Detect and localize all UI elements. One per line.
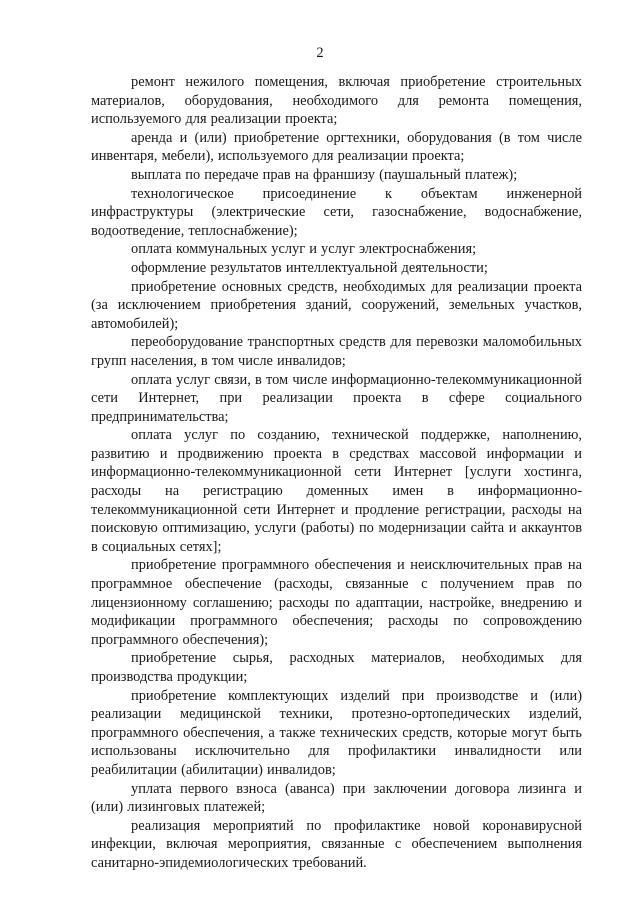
list-item-leasing: уплата первого взноса (аванса) при заключении договора лизинга и (или) лизинговых платежей; [91, 780, 582, 816]
page-number: 2 [316, 45, 324, 61]
list-item-software: приобретение программного обеспечения и неисключительных прав на программное обеспечение (расходы, связанные с получением прав по лицензионному соглашению; расходы по адаптации, настройке, внедрению и модификации программного обеспечения; расходы по сопровождению программного обеспечения); [91, 557, 582, 648]
list-item-media-promotion: оплата услуг по созданию, технической поддержке, наполнению, развитию и продвижению проекта в средствах массовой информации и информационно-телекоммуникационной сети Интернет [услуги хостинга, расходы на регистрацию доменных имен в информационно-телекоммуникационной сети Интернет и продление регистрации, расходы на поисковую оптимизацию, услуги (работы) по модернизации сайта и аккаунтов в социальных сетях]; [91, 427, 582, 555]
list-item-covid-prevention: реализация мероприятий по профилактике новой коронавирусной инфекции, включая мероприятия, связанные с обеспечением выполнения санитарно-эпидемиологических требований. [91, 817, 582, 871]
list-item-franchise: выплата по передаче прав на франшизу (паушальный платеж); [131, 166, 518, 183]
list-item-repair: ремонт нежилого помещения, включая приобретение строительных материалов, оборудования, необходимого для ремонта помещения, используемого для реализации проекта; [91, 74, 582, 128]
list-item-components: приобретение комплектующих изделий при производстве и (или) реализации медицинской техники, протезно-ортопедических изделий, программного обеспечения, а также технических средств, которые могут быть использованы исключительно для профилактики инвалидности или реабилитации (абилитации) инвалидов; [91, 687, 582, 778]
list-item-infrastructure-connection: технологическое присоединение к объектам инженерной инфраструктуры (электрические сети, газоснабжение, водоснабжение, водоотведение, теплоснабжение); [91, 185, 582, 239]
document-body [91, 73, 582, 873]
list-item-utilities: оплата коммунальных услуг и услуг электроснабжения; [131, 241, 477, 258]
list-item-communications: оплата услуг связи, в том числе информационно-телекоммуникационной сети Интернет, при реализации проекта в сфере социального предпринимательства; [91, 371, 582, 425]
list-item-office-equipment: аренда и (или) приобретение оргтехники, оборудования (в том числе инвентаря, мебели), используемого для реализации проекта; [91, 129, 582, 165]
list-item-raw-materials: приобретение сырья, расходных материалов, необходимых для производства продукции; [91, 650, 582, 685]
list-item-intellectual-property: оформление результатов интеллектуальной деятельности; [131, 259, 488, 276]
list-item-vehicle-conversion: переоборудование транспортных средств для перевозки маломобильных групп населения, в том числе инвалидов; [91, 334, 582, 369]
list-item-fixed-assets: приобретение основных средств, необходимых для реализации проекта (за исключением приобретения зданий, сооружений, земельных участков, автомобилей); [91, 278, 582, 332]
